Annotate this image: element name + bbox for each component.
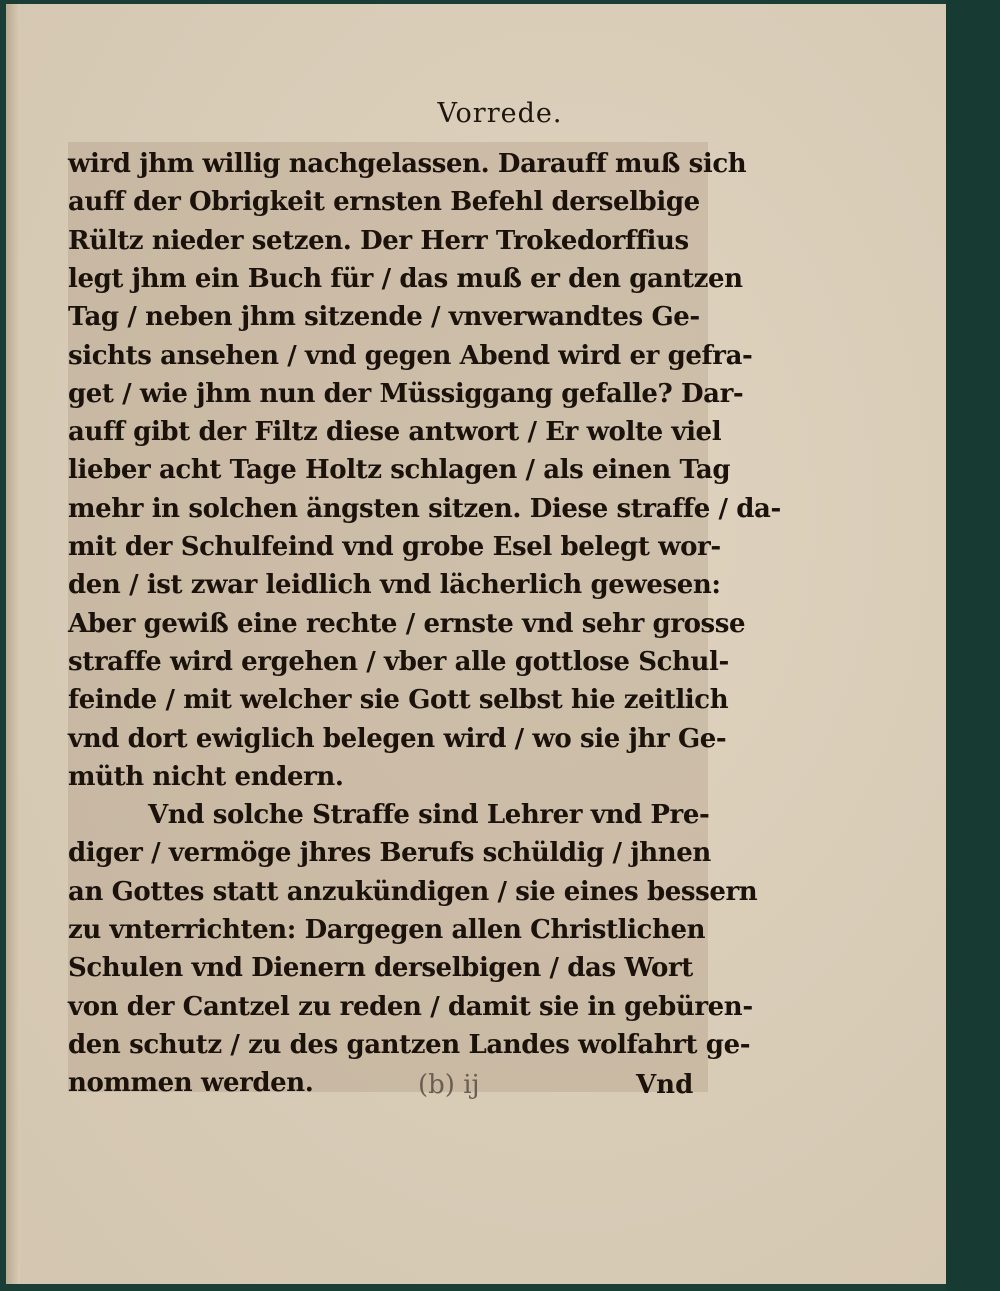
text-line: den / ist zwar leidlich vnd lächerlich gewesen: (68, 570, 721, 601)
text-line: auff der Obrigkeit ernsten Befehl derselbige (68, 187, 700, 218)
page-footer (0, 1070, 1000, 1114)
text-line: straffe wird ergehen / vber alle gottlose Schul- (68, 646, 729, 677)
running-head: Vorrede. (437, 98, 563, 129)
text-line: an Gottes statt anzukündigen / sie eines bessern (68, 876, 758, 907)
text-line: diger / vermöge jhres Berufs schüldig / jhnen (68, 838, 711, 869)
catchword: Vnd (636, 1070, 694, 1100)
text-line: Schulen vnd Dienern derselbigen / das Wort (68, 953, 693, 984)
text-line: den schutz / zu des gantzen Landes wolfahrt ge- (68, 1029, 751, 1060)
text-line: mehr in solchen ängsten sitzen. Diese straffe / da- (68, 493, 781, 524)
text-line: legt jhm ein Buch für / das muß er den gantzen (68, 263, 743, 294)
text-line: Rültz nieder setzen. Der Herr Trokedorffius (68, 225, 689, 256)
text-line: feinde / mit welcher sie Gott selbst hie zeitlich (68, 685, 729, 716)
signature-mark: (b) ij (418, 1070, 480, 1100)
text-line: vnd dort ewiglich belegen wird / wo sie jhr Ge- (68, 723, 727, 754)
text-line: Tag / neben jhm sitzende / vnverwandtes Ge- (68, 302, 700, 333)
text-line: lieber acht Tage Holtz schlagen / als einen Tag (68, 455, 731, 486)
text-line: Aber gewiß eine rechte / ernste vnd sehr grosse (68, 608, 746, 639)
text-line: sichts ansehen / vnd gegen Abend wird er gefra- (68, 340, 753, 371)
text-line: wird jhm willig nachgelassen. Darauff muß sich (68, 149, 747, 179)
text-line: müth nicht endern. (68, 761, 344, 792)
text-line: Vnd solche Straffe sind Lehrer vnd Pre- (148, 800, 710, 831)
text-line: zu vnterrichten: Dargegen allen Christlichen (68, 915, 706, 945)
text-line: get / wie jhm nun der Müssiggang gefalle? Dar- (68, 378, 744, 409)
text-line: auff gibt der Filtz diese antwort / Er wolte viel (68, 417, 722, 448)
text-line: mit der Schulfeind vnd grobe Esel belegt wor- (68, 532, 721, 562)
text-line: von der Cantzel zu reden / damit sie in gebüren- (68, 991, 753, 1022)
text-line: nommen werden. (68, 1068, 314, 1099)
